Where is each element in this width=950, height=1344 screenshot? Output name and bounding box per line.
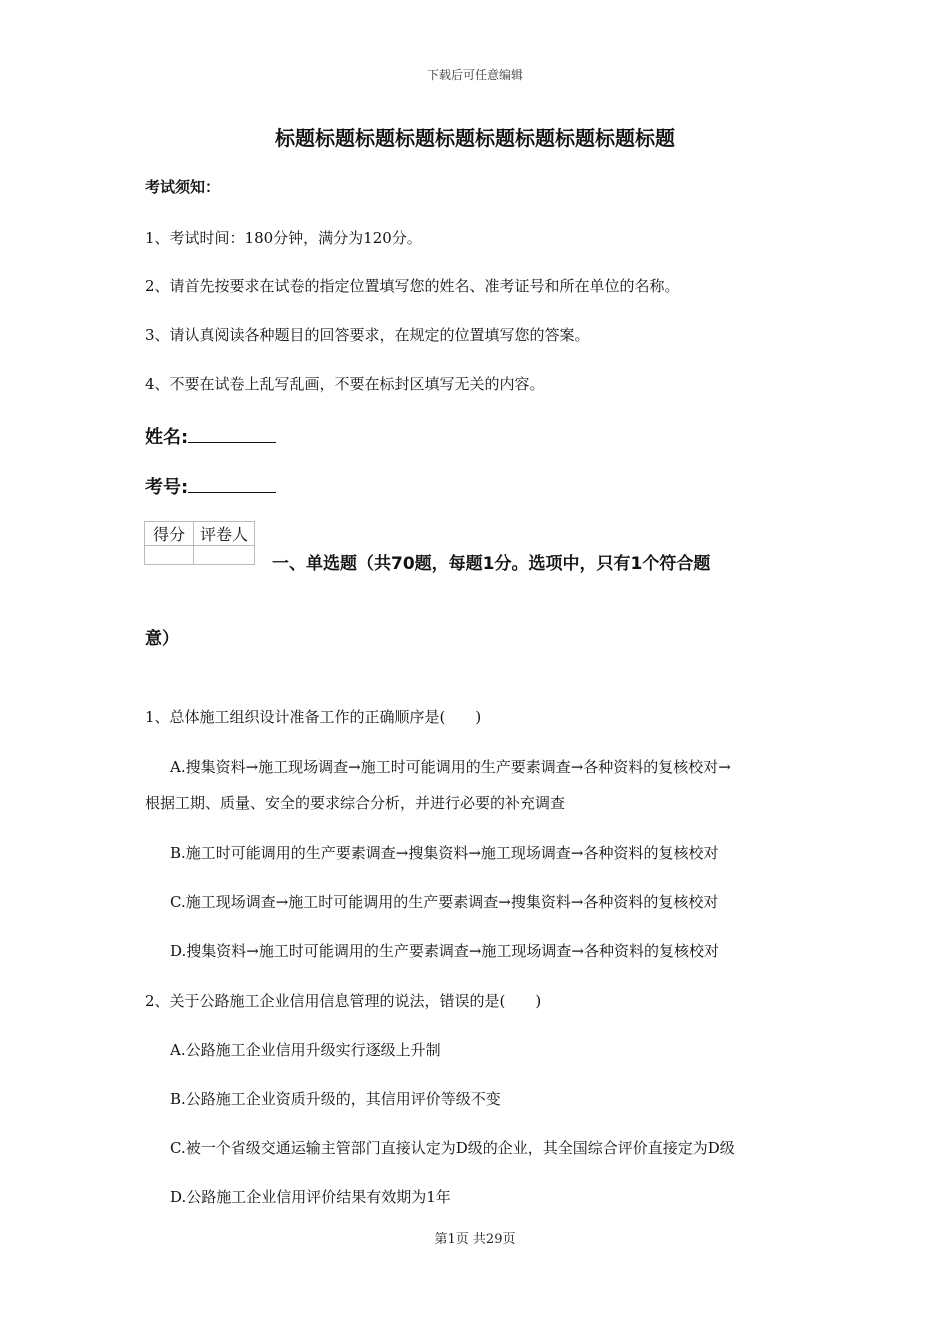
question-option: A.搜集资料→施工现场调查→施工时可能调用的生产要素调查→各种资料的复核校对→ bbox=[170, 758, 731, 776]
question-option: D.公路施工企业信用评价结果有效期为1年 bbox=[170, 1188, 451, 1206]
section-title-continued: 意） bbox=[145, 629, 179, 649]
question-option: B.施工时可能调用的生产要素调查→搜集资料→施工现场调查→各种资料的复核校对 bbox=[170, 844, 719, 862]
notice-item: 2、请首先按要求在试卷的指定位置填写您的姓名、准考证号和所在单位的名称。 bbox=[145, 277, 680, 295]
question-option: C.被一个省级交通运输主管部门直接认定为D级的企业，其全国综合评价直接定为D级 bbox=[170, 1139, 735, 1157]
name-label: 姓名: bbox=[145, 427, 189, 448]
exam-number-field[interactable] bbox=[145, 473, 276, 499]
question-option: A.公路施工企业信用升级实行逐级上升制 bbox=[170, 1041, 441, 1059]
exam-number-blank[interactable] bbox=[188, 474, 276, 493]
section-title: 一、单选题（共70题，每题1分。选项中，只有1个符合题 bbox=[272, 554, 711, 574]
grader-header: 评卷人 bbox=[194, 522, 255, 546]
score-cell[interactable] bbox=[145, 546, 194, 565]
name-field[interactable] bbox=[145, 423, 276, 449]
exam-number-label: 考号: bbox=[145, 477, 189, 498]
question-option: C.施工现场调查→施工时可能调用的生产要素调查→搜集资料→各种资料的复核校对 bbox=[170, 893, 719, 911]
document-title: 标题标题标题标题标题标题标题标题标题标题 bbox=[275, 126, 675, 150]
grader-cell[interactable] bbox=[194, 546, 255, 565]
score-table bbox=[144, 521, 255, 565]
header-note: 下载后可任意编辑 bbox=[426, 68, 523, 82]
question-option-continued: 根据工期、质量、安全的要求综合分析，并进行必要的补充调查 bbox=[145, 794, 566, 812]
notice-heading: 考试须知： bbox=[145, 178, 221, 196]
question-option: D.搜集资料→施工时可能调用的生产要素调查→施工现场调查→各种资料的复核校对 bbox=[170, 942, 719, 960]
page-footer: 第1页 共29页 bbox=[434, 1232, 516, 1247]
question-stem: 2、关于公路施工企业信用信息管理的说法，错误的是( ) bbox=[145, 992, 542, 1010]
notice-item: 1、考试时间：180分钟，满分为120分。 bbox=[145, 229, 422, 247]
score-header: 得分 bbox=[145, 522, 194, 546]
question-option: B.公路施工企业资质升级的，其信用评价等级不变 bbox=[170, 1090, 501, 1108]
notice-item: 3、请认真阅读各种题目的回答要求，在规定的位置填写您的答案。 bbox=[145, 326, 590, 344]
question-stem: 1、总体施工组织设计准备工作的正确顺序是( ) bbox=[145, 708, 482, 726]
name-blank[interactable] bbox=[188, 424, 276, 443]
notice-item: 4、不要在试卷上乱写乱画，不要在标封区填写无关的内容。 bbox=[145, 375, 545, 393]
